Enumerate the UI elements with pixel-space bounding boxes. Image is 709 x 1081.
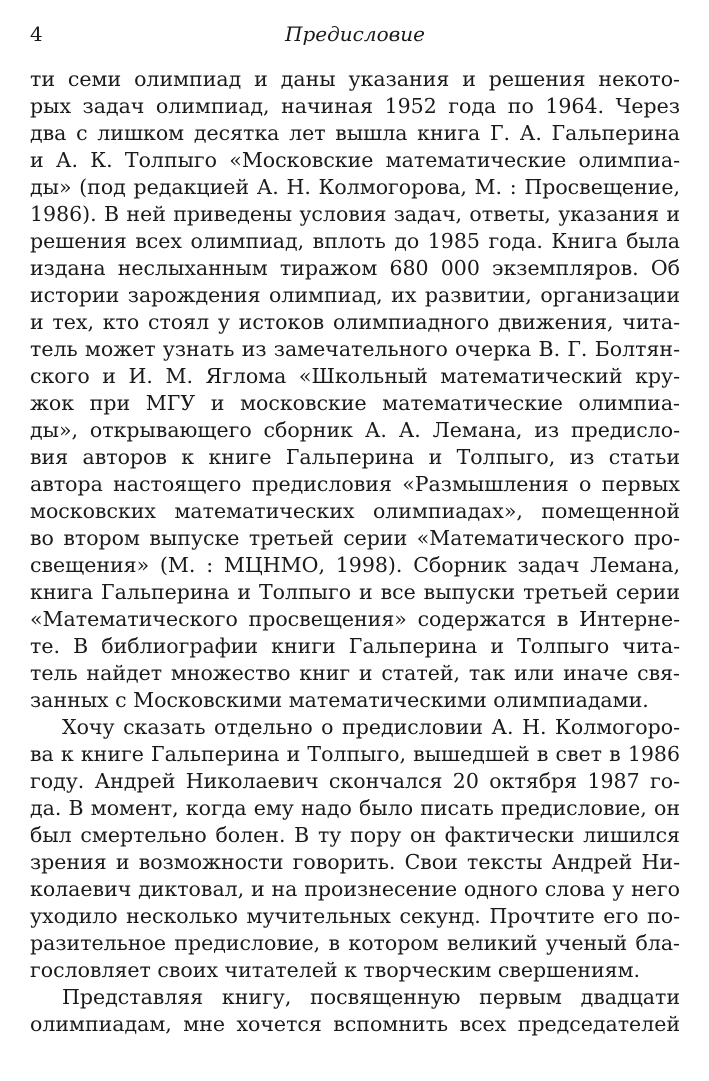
paragraph [30,714,680,984]
text-line: издана неслыханным тиражом 680 000 экземпляров. Об [30,256,680,280]
text-line: ва к книге Гальперина и Толпыго, вышедшей в свет в 1986 [30,742,680,766]
text-line: тель может узнать из замечательного очерка В. Г. Болтян- [30,337,680,361]
text-line: два с лишком десятка лет вышла книга Г. А. Гальперина [30,121,680,145]
text-line: 1986). В ней приведены условия задач, ответы, указания и [30,202,680,226]
text-line: гословляет своих читателей к творческим свершениям. [30,958,641,982]
paragraph [30,66,680,714]
text-line: ды» (под редакцией А. Н. Колмогорова, М. : Просвещение, [30,175,680,199]
text-line: Представляя книгу, посвященную первым двадцати [62,985,680,1009]
text-line: олимпиадам, мне хочется вспомнить всех председателей [30,1012,680,1036]
text-line: и тех, кто стоял у истоков олимпиадного движения, чита- [30,310,680,334]
text-line: жок при МГУ и московские математические олимпиа- [30,391,680,415]
text-line: уходило несколько мучительных секунд. Прочтите его по- [30,904,680,928]
text-line: те. В библиографии книги Гальперина и Толпыго чита- [30,634,680,658]
text-line: году. Андрей Николаевич скончался 20 октября 1987 го- [30,769,680,793]
paragraph [30,984,680,1038]
text-line: ти семи олимпиад и даны указания и решения некото- [30,67,680,91]
text-line: занных с Московскими математическими олимпиадами. [30,688,649,712]
book-page [30,22,680,1038]
text-line: московских математических олимпиадах», помещенной [30,499,680,523]
text-line: «Математического просвещения» содержатся в Интерне- [30,607,680,631]
body-text [30,66,680,1038]
text-line: был смертельно болен. В ту пору он фактически лишился [30,823,680,847]
text-line: во втором выпуске третьей серии «Математического про- [30,526,680,550]
text-line: истории зарождения олимпиад, их развитии, организации [30,283,680,307]
text-line: Хочу сказать отдельно о предисловии А. Н. Колмогоро- [62,715,680,739]
page-header [30,22,680,52]
text-line: рых задач олимпиад, начиная 1952 года по 1964. Через [30,94,680,118]
text-line: да. В момент, когда ему надо было писать предисловие, он [30,796,680,820]
text-line: свещения» (М. : МЦНМО, 1998). Сборник задач Лемана, [30,553,680,577]
text-line: ского и И. М. Яглома «Школьный математический кру- [30,364,680,388]
page-number: 4 [30,22,43,46]
text-line: вия авторов к книге Гальперина и Толпыго, из статьи [30,445,680,469]
text-line: разительное предисловие, в котором великий ученый бла- [30,931,680,955]
text-line: ды», открывающего сборник А. А. Лемана, из предисло- [30,418,680,442]
text-line: колаевич диктовал, и на произнесение одного слова у него [30,877,680,901]
text-line: и А. К. Толпыго «Московские математические олимпиа- [30,148,680,172]
text-line: тель найдет множество книг и статей, так или иначе свя- [30,661,680,685]
text-line: зрения и возможности говорить. Свои тексты Андрей Ни- [30,850,680,874]
running-title: Предисловие [285,22,425,46]
text-line: автора настоящего предисловия «Размышления о первых [30,472,680,496]
text-line: решения всех олимпиад, вплоть до 1985 года. Книга была [30,229,680,253]
text-line: книга Гальперина и Толпыго и все выпуски третьей серии [30,580,680,604]
